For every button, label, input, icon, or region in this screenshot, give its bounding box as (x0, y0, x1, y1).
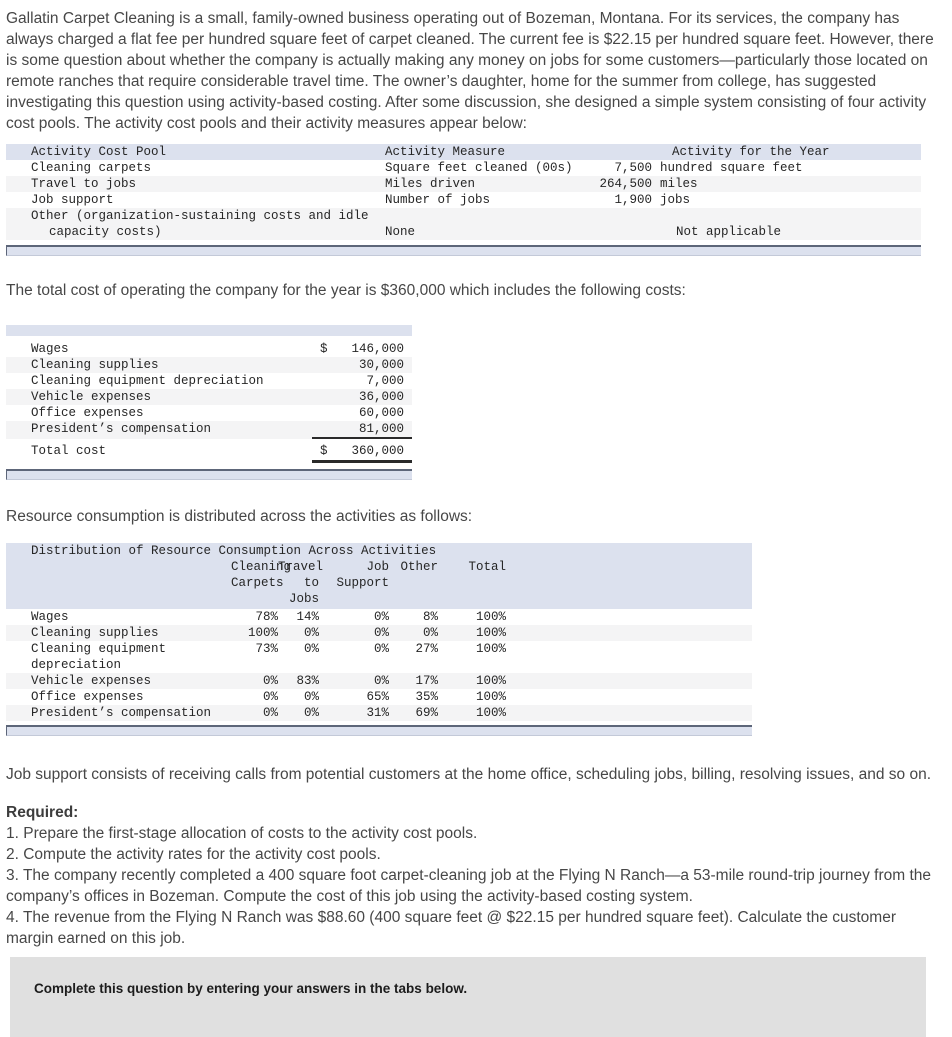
cost-amount (312, 357, 412, 373)
pct-travel-to-jobs: 14% (296, 610, 319, 624)
costs-table (6, 325, 412, 480)
total-label: Total cost (31, 444, 107, 458)
pct-cleaning-carpets: 78% (255, 610, 278, 624)
table-row (6, 373, 412, 389)
column-header-travel-to-jobs: Travel to Jobs (278, 560, 324, 606)
amount-unit: jobs (660, 193, 691, 207)
pct-cleaning-carpets: 0% (262, 706, 278, 720)
pool-name-line2: capacity costs) (49, 225, 162, 239)
pct-total: 100% (475, 690, 506, 704)
column-header-activity-for-year: Activity for the Year (672, 145, 830, 159)
intro-paragraph: Gallatin Carpet Cleaning is a small, family-owned business operating out of Bozeman, Montana. For its services, the company has always charged a flat fee per hundred square feet of carpet cleaned. The current fee is $22.15 per hundred square feet. However, there is some question about whether the company is actually making any money on jobs for some customers—particularly those located on remote ranches that require considerable travel time. The owner’s daughter, home for the summer from college, has suggested investigating this question using activity-based costing. After some discussion, she designed a simple system consisting of four activity cost pools. The activity cost pools and their activity measures appear below: (6, 10, 934, 132)
resource-label: Cleaning supplies (31, 626, 159, 640)
table-row (6, 357, 412, 373)
table-footer-strip (6, 245, 921, 256)
pool-name-line1: Other (organization-sustaining costs and idle (31, 209, 369, 223)
amount-value: 60,000 (358, 406, 404, 420)
pct-other: 27% (415, 642, 438, 656)
pct-other: 69% (415, 706, 438, 720)
pct-total: 100% (475, 642, 506, 656)
activity-measure: Number of jobs (385, 193, 491, 207)
required-item-2: 2. Compute the activity rates for the activity cost pools. (6, 846, 381, 863)
column-header-job-support: Job Support (336, 560, 389, 590)
pct-other: 0% (422, 626, 438, 640)
table-footer-strip (6, 469, 412, 480)
pct-other: 35% (415, 690, 438, 704)
table-title: Distribution of Resource Consumption Across Activities (31, 544, 437, 558)
pct-job-support: 0% (373, 674, 389, 688)
pool-name: Job support (31, 193, 114, 207)
cost-amount (312, 405, 412, 421)
table-row (6, 705, 752, 721)
pct-travel-to-jobs: 0% (303, 706, 319, 720)
required-label: Required: (6, 804, 79, 821)
column-header-activity-measure: Activity Measure (385, 145, 506, 159)
table-row (6, 405, 412, 421)
pct-cleaning-carpets: 100% (247, 626, 278, 640)
resource-paragraph: Resource consumption is distributed across the activities as follows: (6, 508, 473, 525)
column-header-cleaning-carpets: Cleaning Carpets (231, 560, 292, 590)
required-item-3: 3. The company recently completed a 400 square foot carpet-cleaning job at the Flying N Ranch—a 53-mile round-trip journey from the company’s offices in Bozeman. Compute the cost of this job using the activity-based costing system. (6, 867, 932, 905)
pct-total: 100% (475, 674, 506, 688)
amount-unit: miles (660, 177, 698, 191)
cost-label: Cleaning supplies (31, 358, 159, 372)
amount-value: 30,000 (358, 358, 404, 372)
pool-name (6, 208, 385, 240)
resource-label: President’s compensation (31, 706, 212, 720)
activity-measure: None (385, 225, 416, 239)
pct-total: 100% (475, 626, 506, 640)
total-cost-paragraph: The total cost of operating the company for the year is $360,000 which includes the following costs: (6, 282, 686, 299)
pct-travel-to-jobs: 0% (303, 626, 319, 640)
column-header-activity-cost-pool: Activity Cost Pool (31, 145, 167, 159)
table-header-block (6, 543, 752, 609)
pct-travel-to-jobs: 83% (296, 674, 319, 688)
table-row (6, 625, 752, 641)
pct-total: 100% (475, 610, 506, 624)
resource-label: Office expenses (31, 690, 144, 704)
cost-label: President’s compensation (31, 422, 212, 436)
activity-amount (596, 208, 921, 240)
amount-value: 36,000 (358, 390, 404, 404)
pct-cleaning-carpets: 73% (255, 642, 278, 656)
cost-amount (312, 373, 412, 389)
required-item-4: 4. The revenue from the Flying N Ranch was $88.60 (400 square feet @ $22.15 per hundred square feet). Calculate the customer margin earned on this job. (6, 909, 896, 947)
required-item-1: 1. Prepare the first-stage allocation of costs to the activity cost pools. (6, 825, 478, 842)
resource-label: Wages (31, 610, 69, 624)
cost-amount (312, 341, 412, 357)
amount-value: 7,000 (366, 374, 404, 388)
cost-label: Wages (31, 342, 69, 356)
pct-other: 8% (422, 610, 438, 624)
pct-job-support: 65% (366, 690, 389, 704)
cost-label: Vehicle expenses (31, 390, 152, 404)
resource-label: Vehicle expenses (31, 674, 152, 688)
pool-name: Cleaning carpets (31, 161, 152, 175)
amount-unit: hundred square feet (660, 161, 803, 175)
activity-amount (596, 192, 921, 208)
currency-sign: $ (320, 342, 328, 356)
activity-cost-pools-table (6, 144, 921, 256)
column-header-row (6, 559, 752, 607)
distribution-table (6, 543, 752, 736)
pct-job-support: 0% (373, 642, 389, 656)
table-row (6, 341, 412, 357)
instruction-text: Complete this question by entering your answers in the tabs below. (34, 981, 468, 996)
pool-name: Travel to jobs (31, 177, 137, 191)
table-row (6, 689, 752, 705)
table-row (6, 389, 412, 405)
table-row (6, 673, 752, 689)
amount-unit: Not applicable (676, 225, 782, 239)
pct-travel-to-jobs: 0% (303, 642, 319, 656)
table-row (6, 208, 921, 240)
amount-value: 264,500 (599, 177, 652, 191)
cost-amount (312, 421, 412, 439)
instruction-box (10, 957, 926, 1037)
pct-total: 100% (475, 706, 506, 720)
pct-other: 17% (415, 674, 438, 688)
activity-measure: Miles driven (385, 177, 476, 191)
currency-sign: $ (320, 444, 328, 458)
amount-value: 146,000 (351, 342, 404, 356)
table-header-band (6, 325, 412, 336)
total-amount (312, 443, 412, 463)
cost-label: Cleaning equipment depreciation (31, 374, 264, 388)
table-row (6, 421, 412, 439)
table-row (6, 192, 921, 208)
pct-job-support: 0% (373, 610, 389, 624)
table-row (6, 160, 921, 176)
table-row (6, 176, 921, 192)
activity-amount (596, 176, 921, 192)
resource-label: Cleaning equipment depreciation (31, 642, 167, 672)
column-header-other: Other (400, 560, 438, 574)
activity-measure: Square feet cleaned (00s) (385, 161, 573, 175)
pct-travel-to-jobs: 0% (303, 690, 319, 704)
amount-value: 7,500 (614, 161, 652, 175)
amount-value: 1,900 (614, 193, 652, 207)
pct-cleaning-carpets: 0% (262, 690, 278, 704)
cost-amount (312, 389, 412, 405)
pct-cleaning-carpets: 0% (262, 674, 278, 688)
pct-job-support: 31% (366, 706, 389, 720)
column-header-total: Total (468, 560, 506, 574)
table-row (6, 609, 752, 625)
pct-job-support: 0% (373, 626, 389, 640)
table-header-row (6, 144, 921, 160)
amount-value: 81,000 (358, 422, 404, 436)
cost-label: Office expenses (31, 406, 144, 420)
job-support-paragraph: Job support consists of receiving calls from potential customers at the home office, scheduling jobs, billing, resolving issues, and so on. (6, 766, 932, 783)
table-row (6, 641, 752, 673)
table-footer-strip (6, 725, 752, 736)
total-row (6, 439, 412, 463)
activity-amount (596, 160, 921, 176)
amount-value: 360,000 (351, 444, 404, 458)
